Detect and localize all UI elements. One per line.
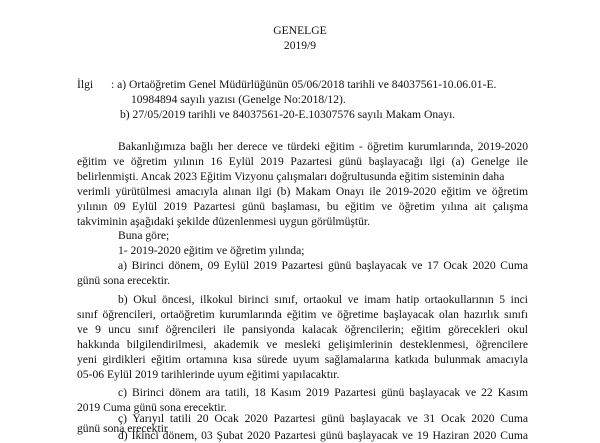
item-line: d) İkinci dönem, 03 Şubat 2020 Pazartesi günü başlayacak ve 19 Haziran 2020 Cuma <box>118 429 528 442</box>
paragraph-line: yılının 09 Eylül 2019 Pazartesi günü başlaması, bu eğitim ve öğretim yılına ait çalışma <box>77 200 528 213</box>
section-1-heading: 1- 2019-2020 eğitim ve öğretim yılında; <box>118 244 305 257</box>
document-title: GENELGE <box>273 24 327 37</box>
item-line: hakkında bilgilendirilmesi, akademik ve mesleki gelişimlerinin desteklenmesi, öğrencilere <box>77 338 528 351</box>
item-line: günü sona erecektir <box>77 422 168 435</box>
item-line: c) Birinci dönem ara tatili, 18 Kasım 2019 Pazartesi günü başlayacak ve 22 Kasım <box>118 386 528 399</box>
document-number: 2019/9 <box>283 39 317 52</box>
item-line: günü sona erecektir. <box>77 274 171 287</box>
item-line: ç) Yarıyıl tatili 20 Ocak 2020 Pazartesi günü başlayacak ve 31 Ocak 2020 Cuma <box>118 412 528 425</box>
item-line: sınıf öğrencileri, ortaöğretim kurumlarında eğitim ve öğretime başlayacak olan hazırlık sınıfı <box>77 308 528 321</box>
paragraph-line: Bakanlığımıza bağlı her derece ve türdeki eğitim - öğretim kurumlarında, 2019-2020 <box>118 140 528 153</box>
paragraph-line: takviminin aşağıdaki şekilde düzenlenmesi uygun görülmüştür. <box>77 215 371 228</box>
buna-gore-text: Buna göre; <box>118 229 170 242</box>
item-line: b) Okul öncesi, ilkokul birinci sınıf, ortaokul ve imam hatip ortaokullarının 5 inci <box>118 293 528 306</box>
paragraph-line: eğitim ve öğretim yılının 16 Eylül 2019 Pazartesi günü başlayacağı ilgi (a) Genelge ile <box>77 155 528 168</box>
item-line: 05-06 Eylül 2019 tarihlerinde uyum eğitimi yapılacaktır. <box>77 368 340 381</box>
item-line: 2019 Cuma günü sona erecektir. <box>77 401 227 414</box>
ilgi-label: İlgi <box>77 78 94 91</box>
item-line: a) Birinci dönem, 09 Eylül 2019 Pazartesi günü başlayacak ve 17 Ocak 2020 Cuma <box>118 259 528 272</box>
item-line: yeni girdikleri eğitim ortamına kısa sürede uyum sağlamalarına katkıda bulunmak amacıyla <box>77 353 528 366</box>
ilgi-item-b: b) 27/05/2019 tarihli ve 84037561-20-E.10307576 sayılı Makam Onayı. <box>120 108 456 121</box>
ilgi-item-a-line2: 10984894 sayılı yazısı (Genelge No:2018/12). <box>131 93 346 106</box>
ilgi-item-a-line1: : a) Ortaöğretim Genel Müdürlüğünün 05/06/2018 tarihli ve 84037561-10.06.01-E. <box>111 78 497 91</box>
paragraph-line: verimli yürütülmesi amacıyla alınan ilgi (b) Makam Onayı ile 2019-2020 eğitim ve öğretim <box>77 185 528 198</box>
paragraph-line: belirlenmişti. Ancak 2023 Eğitim Vizyonu çalışmaları doğrultusunda eğitim sisteminin daha <box>77 170 505 183</box>
item-line: ve 9 uncu sınıf öğrencileri ile pansiyonda kalacak öğrencilerin; eğitim görecekleri okul <box>77 323 528 336</box>
